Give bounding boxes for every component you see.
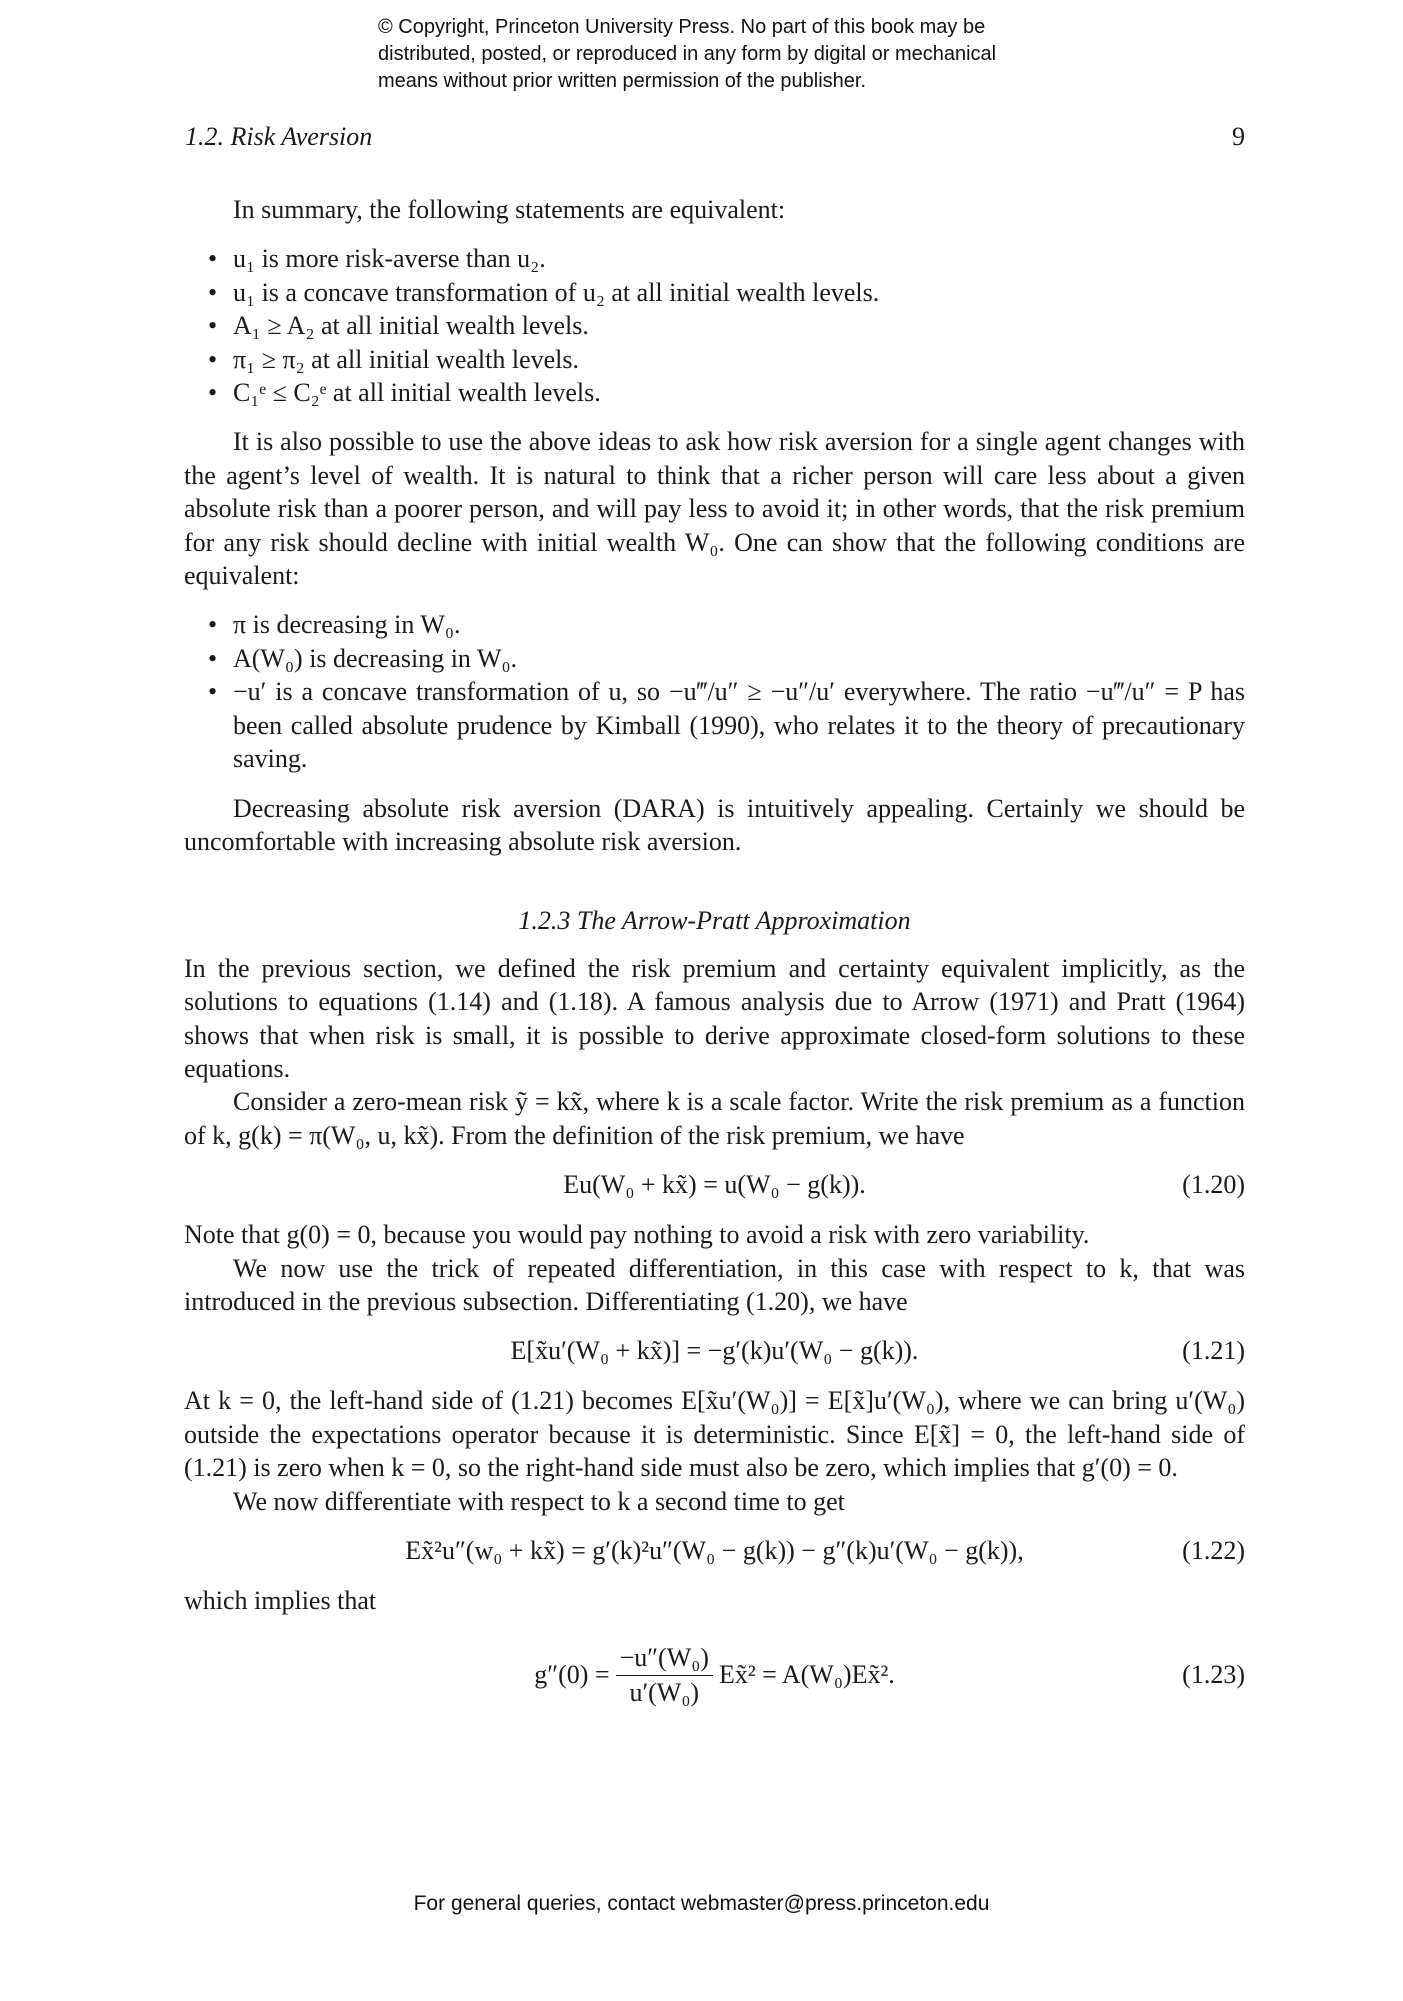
paragraph-trick: We now use the trick of repeated differentiation, in this case with respect to k, that was introduced in the previous subsection. Differentiating (1.20), we have: [184, 1253, 1245, 1316]
bullet-icon: •: [208, 244, 218, 274]
list-item: [184, 309, 1245, 342]
list-item: [184, 642, 1245, 675]
footer-contact: For general queries, contact webmaster@press.princeton.edu: [413, 1892, 990, 1915]
equation-1-20: [184, 1152, 1245, 1218]
list-item-text: C₁ᵉ ≤ C₂ᵉ at all initial wealth levels.: [233, 378, 601, 408]
list-item: [184, 343, 1245, 376]
equation-1-22: [184, 1518, 1245, 1584]
page-number: 9: [1232, 122, 1245, 151]
list-item: [184, 608, 1245, 641]
paragraph-note: Note that g(0) = 0, because you would pay nothing to avoid a risk with zero variability.: [184, 1220, 1090, 1250]
subsection-title: 1.2.3 The Arrow-Pratt Approximation: [518, 906, 911, 936]
list-item: [184, 675, 1245, 775]
copyright-notice: [378, 14, 1138, 95]
equation-number: (1.22): [1182, 1536, 1245, 1565]
paragraph-wealth: It is also possible to use the above ideas to ask how risk aversion for a single agent changes with the agent’s level of wealth. It is natural to think that a richer person will care less about a given absolute risk than a poorer person, and will pay less to avoid it; in other words, that the risk premium for any risk should decline with initial wealth W₀. One can show that the following conditions are equivalent:: [184, 427, 1245, 591]
list-item-text: A₁ ≥ A₂ at all initial wealth levels.: [233, 311, 589, 341]
dara-conditions-list: [184, 608, 1245, 775]
equation-expression: [184, 1617, 1245, 1733]
list-item-text: π₁ ≥ π₂ at all initial wealth levels.: [233, 344, 580, 374]
list-item-text: π is decreasing in W₀.: [233, 610, 461, 640]
bullet-icon: •: [208, 378, 218, 408]
paragraph-second-derivative: We now differentiate with respect to k a second time to get: [233, 1486, 845, 1516]
fraction-denominator: u′(W₀): [629, 1677, 700, 1707]
paragraph-consider: Consider a zero-mean risk ỹ = kx̃, where k is a scale factor. Write the risk premium as a function of k, g(k) = π(W₀, u, kx̃). From the definition of the risk premium, we have: [184, 1087, 1245, 1150]
summary-list: [184, 242, 1245, 409]
paragraph-implies: which implies that: [184, 1586, 377, 1615]
equation-expression: E[x̃u′(W₀ + kx̃)] = −g′(k)u′(W₀ − g(k)).: [510, 1336, 919, 1366]
list-item-text: u₁ is a concave transformation of u₂ at all initial wealth levels.: [233, 277, 880, 307]
equation-1-23: [184, 1617, 1245, 1733]
equation-rhs: Ex̃² = A(W₀)Ex̃².: [718, 1660, 895, 1690]
equation-lhs: g″(0) =: [534, 1660, 610, 1690]
copyright-line-1: © Copyright, Princeton University Press. No part of this book may be: [378, 16, 986, 38]
bullet-icon: •: [208, 643, 218, 673]
equation-number: (1.23): [1182, 1660, 1245, 1690]
list-item-text: A(W₀) is decreasing in W₀.: [233, 643, 518, 673]
list-item-text: −u′ is a concave transformation of u, so −u‴/u″ ≥ −u″/u′ everywhere. The ratio −u‴/u″ = P has been called absolute prudence by Kimball (1990), who relates it to the theory of precautionary saving.: [233, 677, 1245, 774]
page-body: [184, 193, 1245, 1733]
bullet-icon: •: [208, 311, 218, 341]
copyright-line-2: distributed, posted, or reproduced in any form by digital or mechanical: [378, 43, 997, 65]
list-item: [184, 242, 1245, 275]
bullet-icon: •: [208, 677, 218, 707]
running-head: [185, 122, 1245, 152]
equation-expression: Eu(W₀ + kx̃) = u(W₀ − g(k)).: [563, 1170, 866, 1200]
bullet-icon: •: [208, 344, 218, 374]
fraction: [616, 1642, 713, 1707]
paragraph-dara: Decreasing absolute risk aversion (DARA) is intuitively appealing. Certainly we should be uncomfortable with increasing absolute risk aversion.: [184, 793, 1245, 856]
bullet-icon: •: [208, 610, 218, 640]
bullet-icon: •: [208, 277, 218, 307]
paragraph-previous-section: In the previous section, we defined the risk premium and certainty equivalent implicitly, as the solutions to equations (1.14) and (1.18). A famous analysis due to Arrow (1971) and Pratt (1964) shows that when risk is small, it is possible to derive approximate closed-form solutions to these equations.: [184, 953, 1245, 1083]
equation-number: (1.21): [1182, 1336, 1245, 1366]
running-head-section: 1.2. Risk Aversion: [185, 122, 373, 151]
list-item-text: u₁ is more risk-averse than u₂.: [233, 244, 546, 274]
copyright-line-3: means without prior written permission of the publisher.: [378, 70, 867, 92]
list-item: [184, 376, 1245, 409]
equation-1-21: [184, 1318, 1245, 1384]
equation-expression: Ex̃²u″(w₀ + kx̃) = g′(k)²u″(W₀ − g(k)) − g″(k)u′(W₀ − g(k)),: [405, 1536, 1024, 1565]
fraction-numerator: −u″(W₀): [616, 1645, 713, 1676]
list-item: [184, 276, 1245, 309]
summary-intro: In summary, the following statements are equivalent:: [233, 195, 786, 224]
equation-number: (1.20): [1182, 1170, 1245, 1200]
paragraph-at-k-zero: At k = 0, the left-hand side of (1.21) becomes E[x̃u′(W₀)] = E[x̃]u′(W₀), where we can bring u′(W₀) outside the expectations operator because it is deterministic. Since E[x̃] = 0, the left-hand side of (1.21) is zero when k = 0, so the right-hand side must also be zero, which implies that g′(0) = 0.: [184, 1386, 1245, 1483]
